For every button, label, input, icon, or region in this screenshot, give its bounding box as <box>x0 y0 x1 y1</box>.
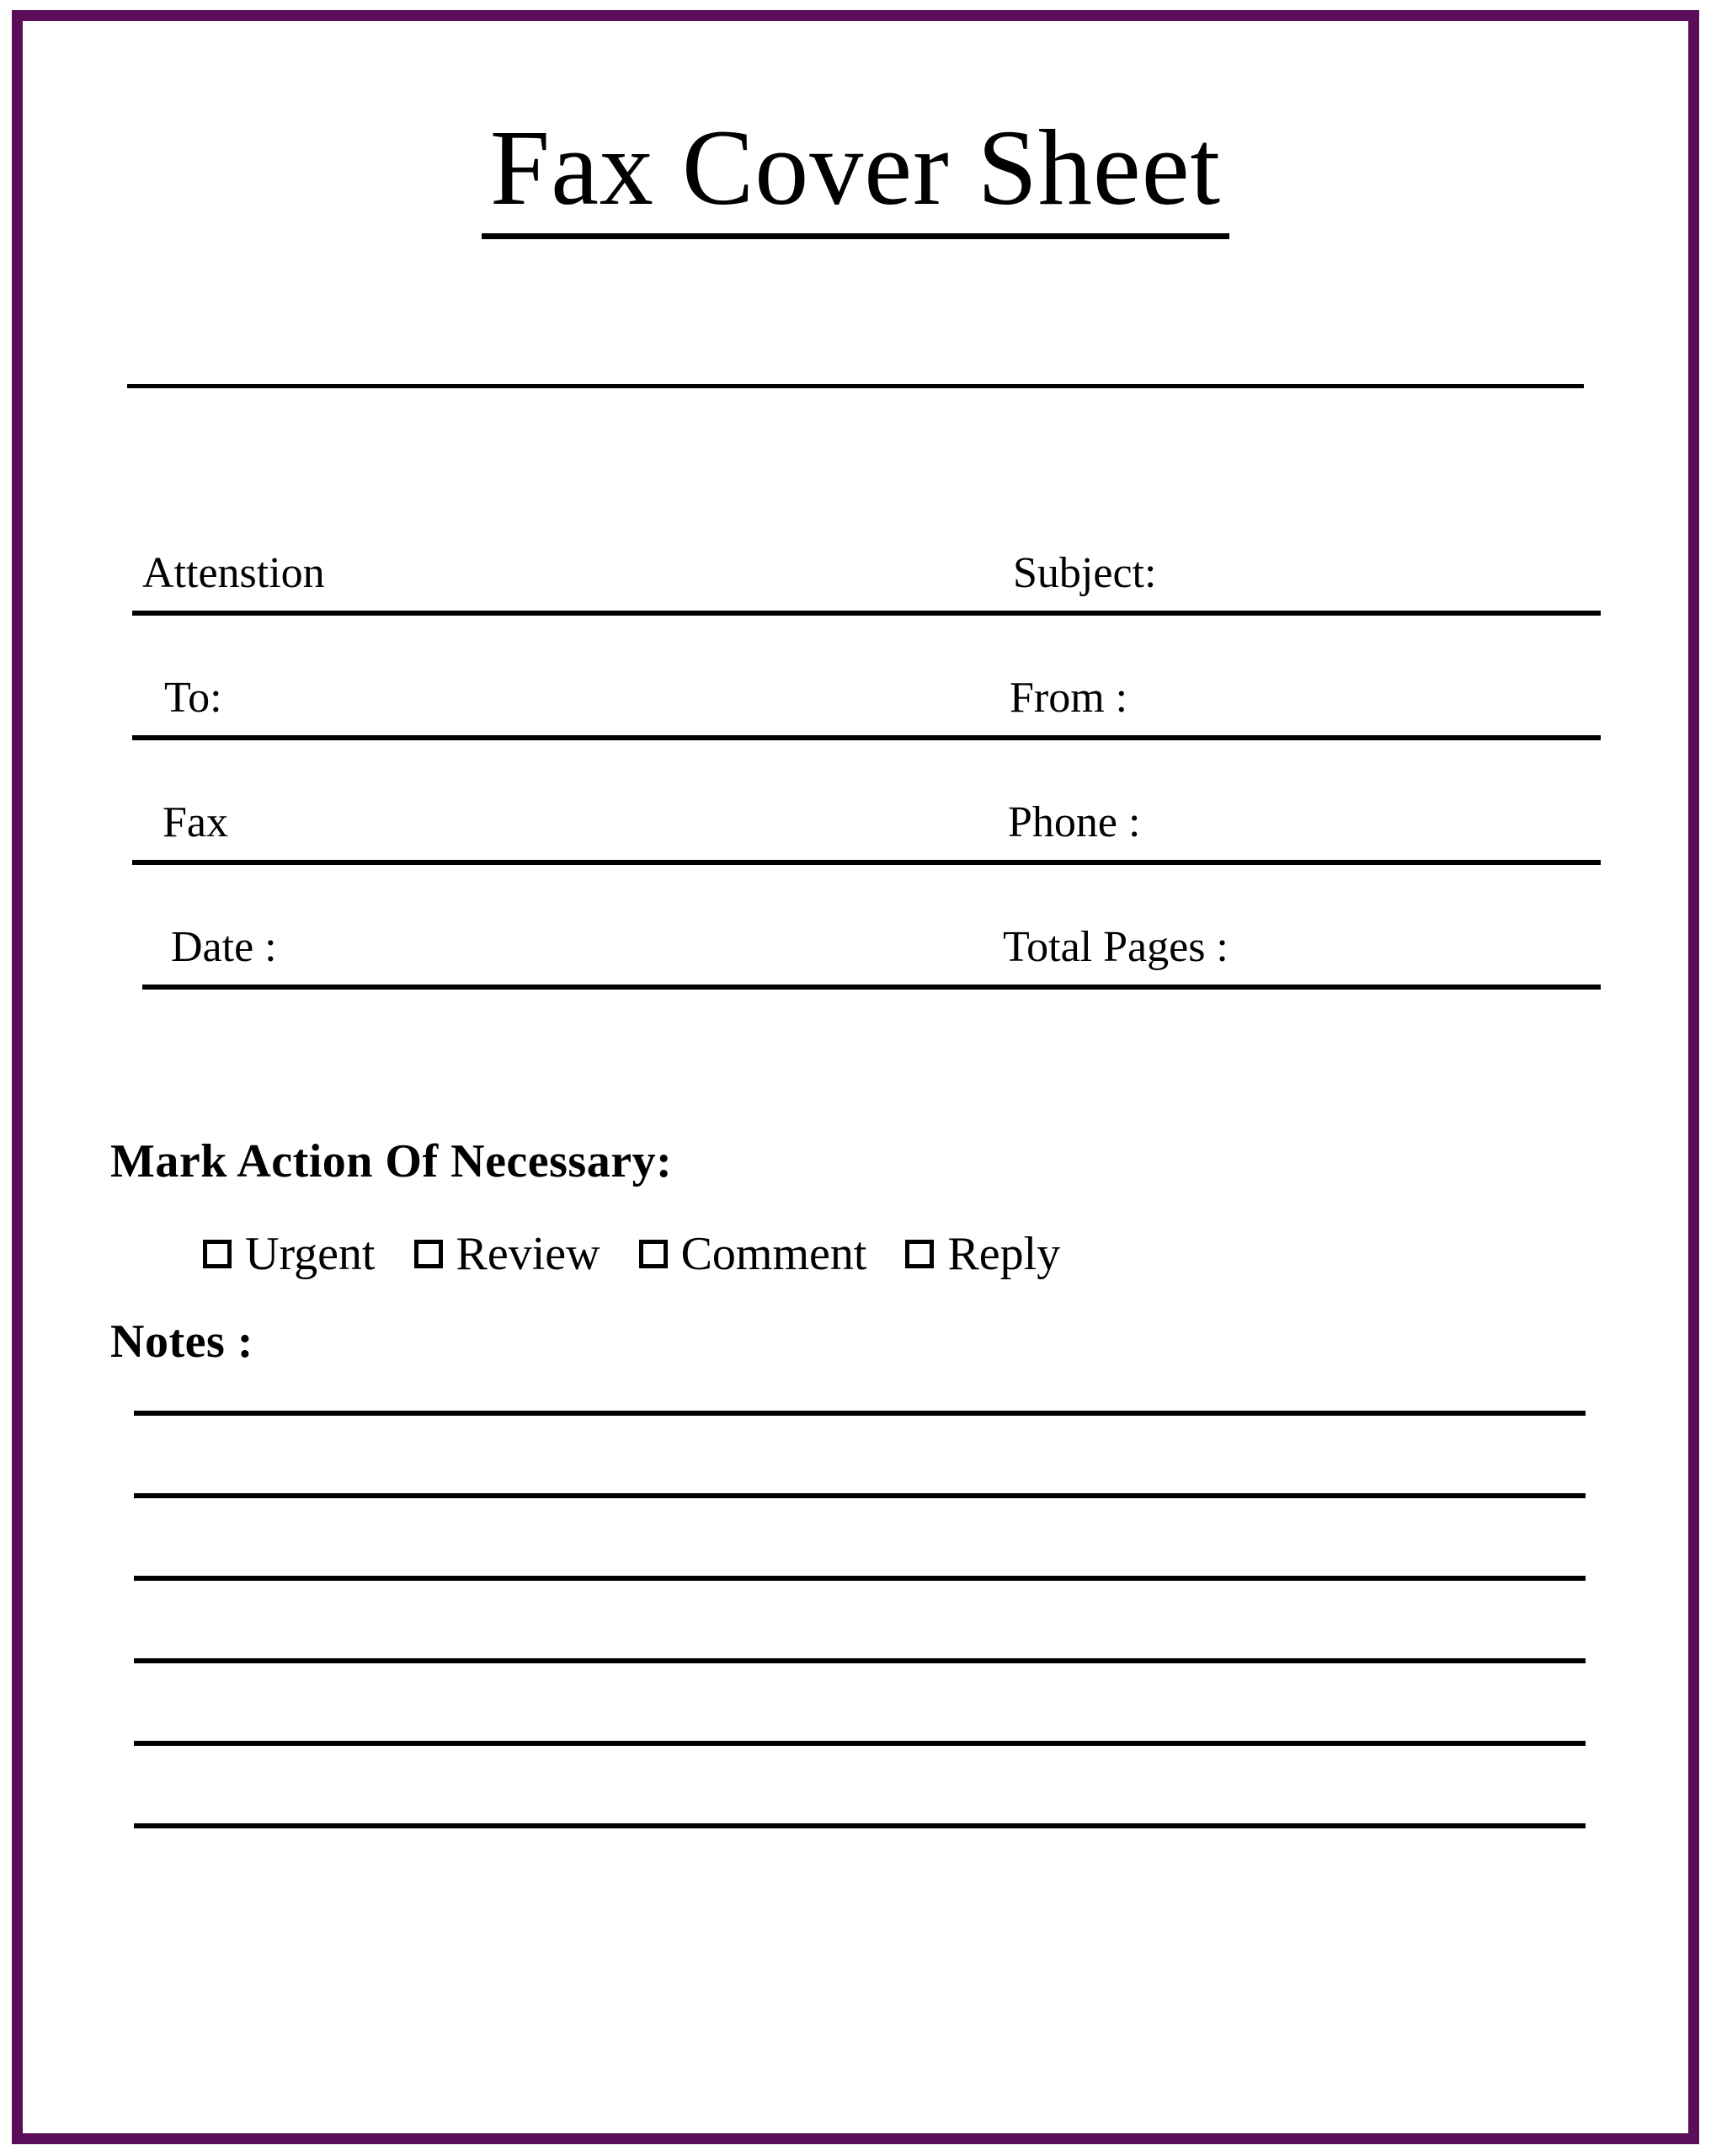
notes-write-line[interactable] <box>134 1658 1586 1663</box>
checkbox-item-reply[interactable] <box>905 1230 1060 1278</box>
field-row-to <box>132 616 1601 740</box>
checkbox-label-review: Review <box>456 1228 600 1280</box>
page-content <box>23 21 1688 2133</box>
page-border-frame <box>12 10 1699 2144</box>
notes-heading: Notes : <box>110 1315 253 1368</box>
notes-write-line[interactable] <box>134 1576 1586 1581</box>
notes-write-line[interactable] <box>134 1741 1586 1746</box>
page-title: Fax Cover Sheet <box>482 114 1229 239</box>
mark-action-heading: Mark Action Of Necessary: <box>110 1135 673 1187</box>
checkbox-icon[interactable] <box>414 1240 443 1268</box>
checkbox-label-reply: Reply <box>947 1228 1061 1280</box>
title-container <box>110 21 1601 239</box>
header-divider-rule <box>127 384 1584 388</box>
field-label-subject: Subject: <box>1013 549 1157 597</box>
notes-lines <box>134 1411 1586 1828</box>
checkbox-label-urgent: Urgent <box>245 1228 376 1280</box>
field-label-fax: Fax <box>163 798 228 846</box>
field-row-fax <box>132 740 1601 865</box>
mark-action-options <box>203 1230 1601 1278</box>
checkbox-item-urgent[interactable] <box>203 1230 376 1278</box>
checkbox-icon[interactable] <box>203 1240 232 1268</box>
field-row-date <box>142 865 1601 990</box>
checkbox-item-comment[interactable] <box>639 1230 867 1278</box>
checkbox-icon[interactable] <box>639 1240 668 1268</box>
notes-write-line[interactable] <box>134 1493 1586 1498</box>
checkbox-icon[interactable] <box>905 1240 934 1268</box>
field-label-from: From : <box>1010 674 1128 722</box>
field-label-to: To: <box>164 674 222 722</box>
field-label-attention: Attenstion <box>142 549 325 597</box>
notes-write-line[interactable] <box>134 1823 1586 1828</box>
notes-write-line[interactable] <box>134 1411 1586 1416</box>
field-label-total-pages: Total Pages : <box>1003 923 1229 971</box>
fields-section <box>110 491 1601 990</box>
field-label-date: Date : <box>171 923 277 971</box>
field-label-phone: Phone : <box>1008 798 1141 846</box>
checkbox-item-review[interactable] <box>414 1230 600 1278</box>
field-row-attention <box>132 491 1601 616</box>
checkbox-label-comment: Comment <box>680 1228 867 1280</box>
